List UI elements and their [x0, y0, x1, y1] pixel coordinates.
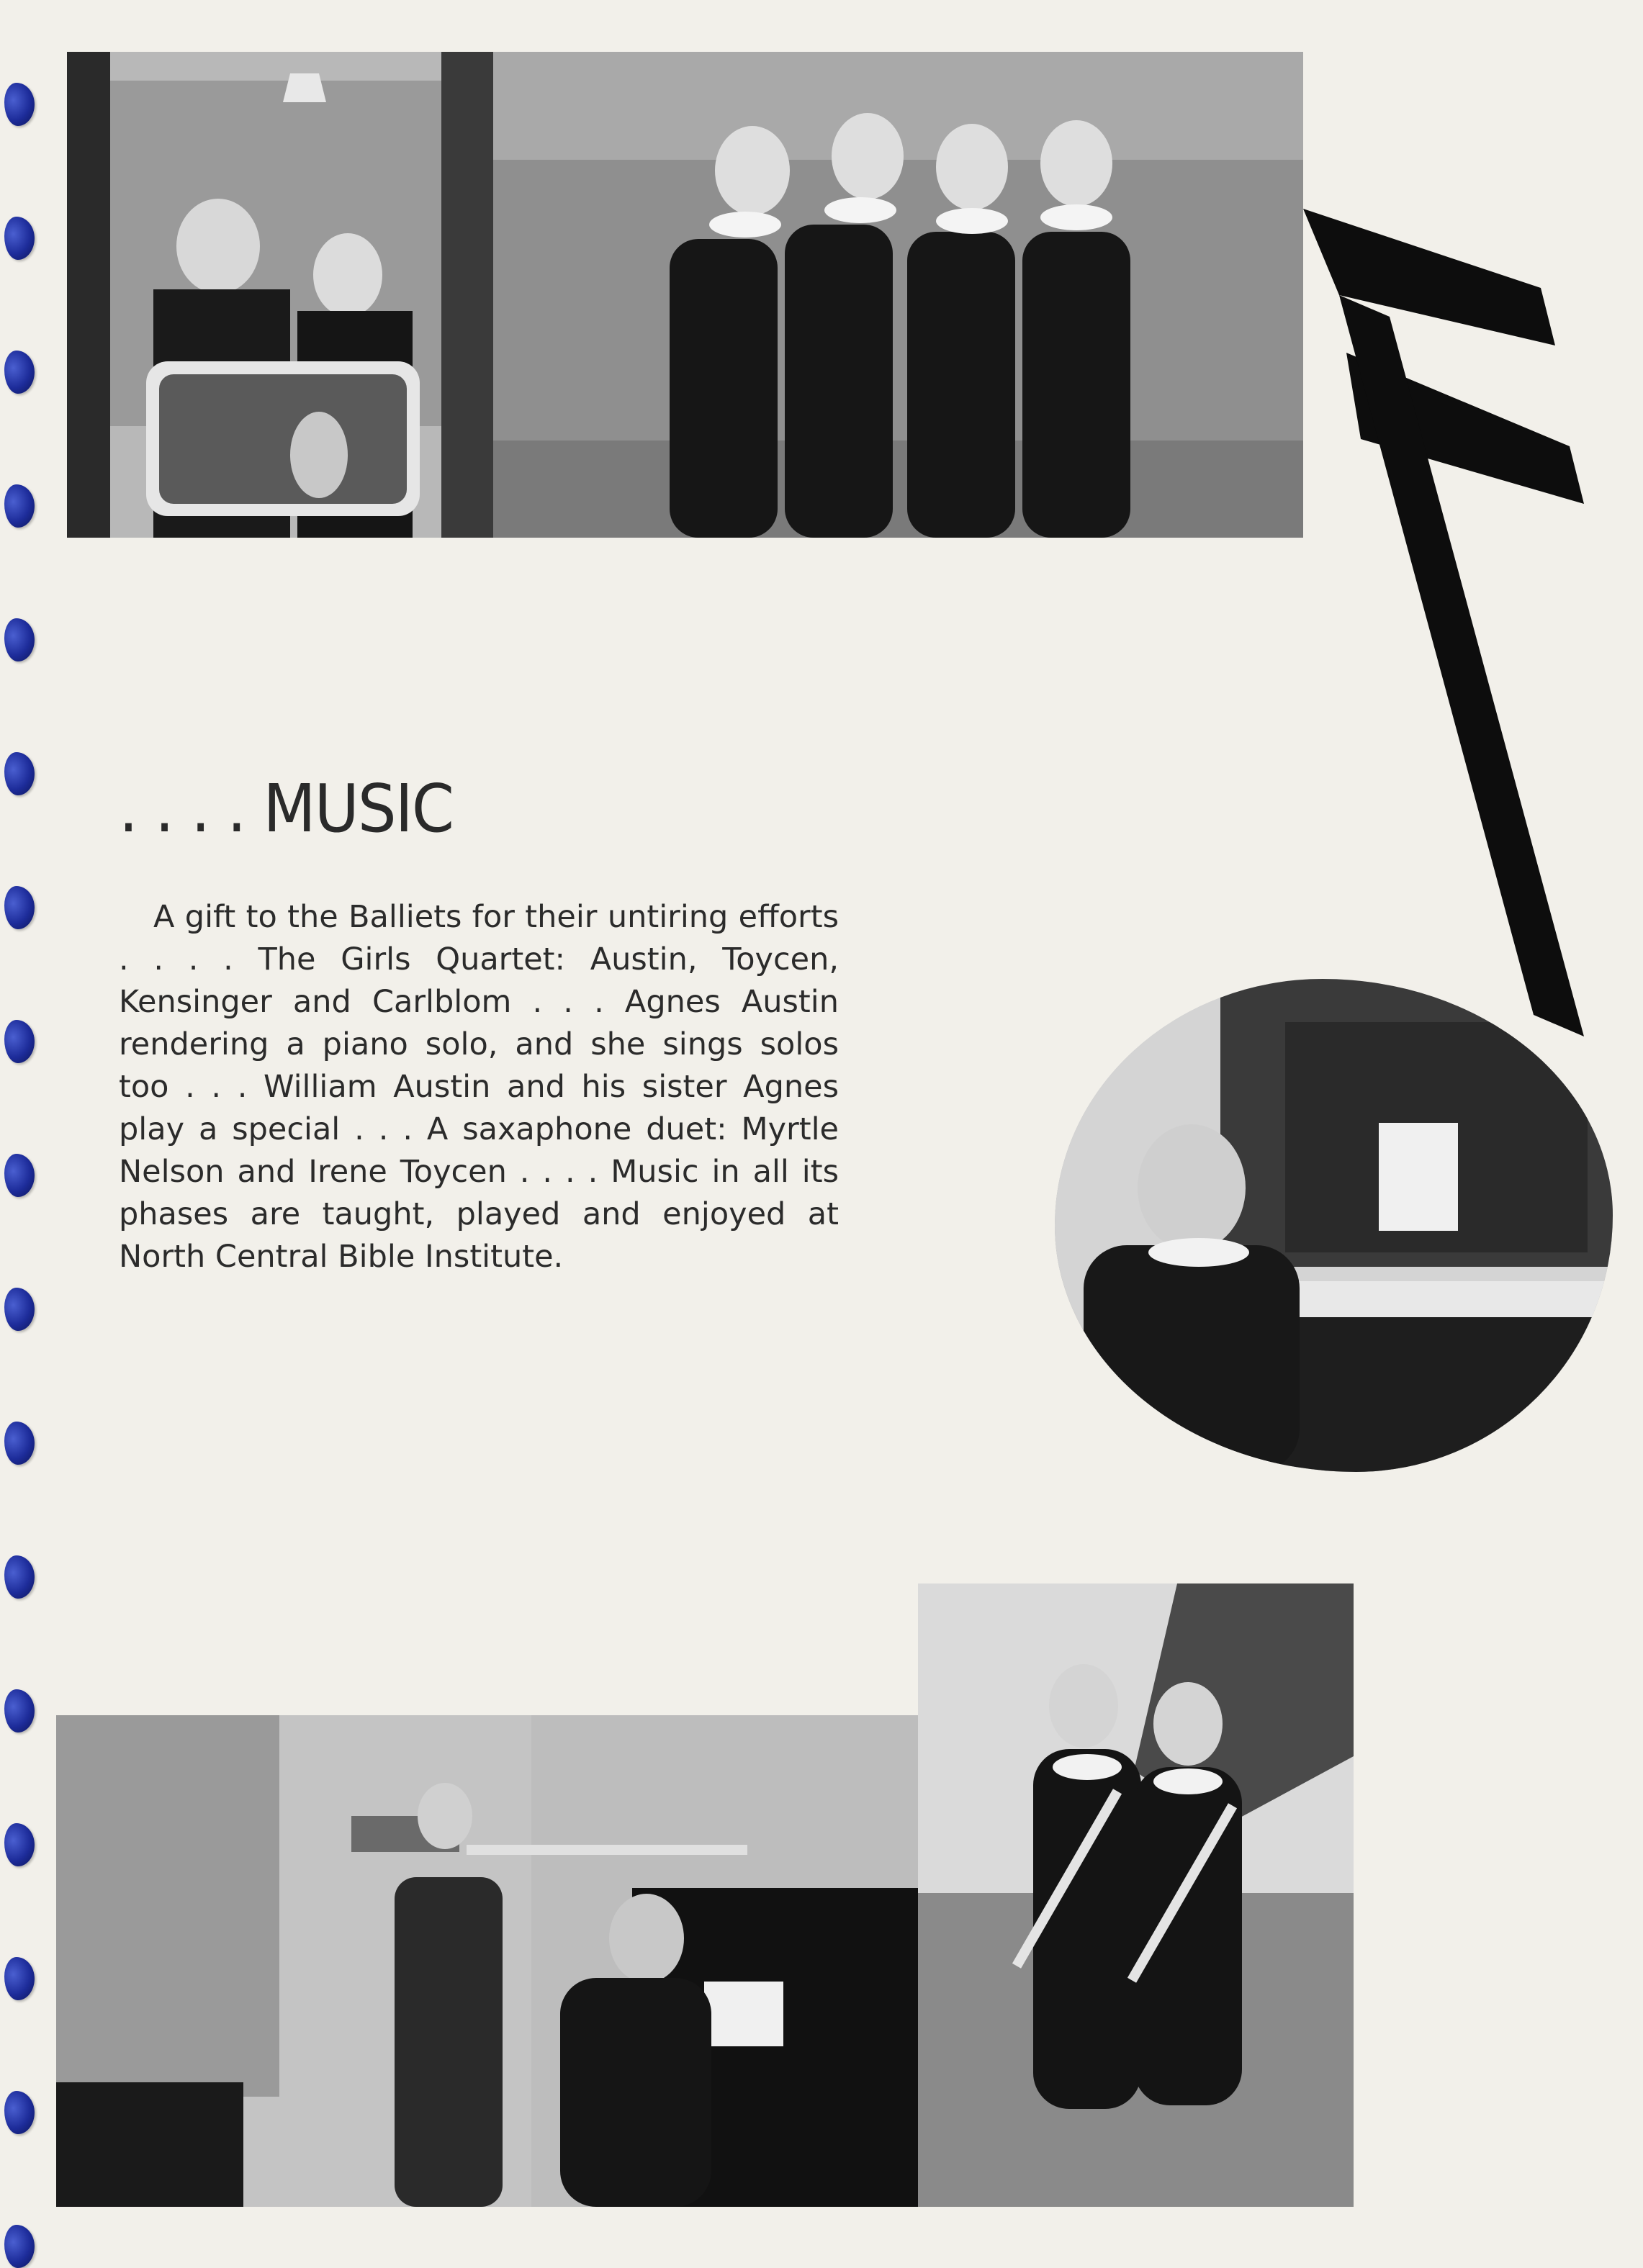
- spiral-binding-ring: [4, 886, 35, 929]
- spiral-binding-ring: [4, 1689, 35, 1732]
- spiral-binding-ring: [4, 618, 35, 661]
- section-heading: . . . . MUSIC: [119, 770, 454, 847]
- spiral-binding-ring: [4, 2091, 35, 2134]
- photo-girls-quartet: [493, 52, 1303, 538]
- spiral-binding-ring: [4, 351, 35, 394]
- spiral-binding-ring: [4, 217, 35, 260]
- photo-william-agnes-special: [56, 1715, 920, 2207]
- spiral-binding-ring: [4, 83, 35, 126]
- photo-piano-solo: [1055, 979, 1613, 1472]
- spiral-binding-ring: [4, 1957, 35, 2000]
- spiral-binding-ring: [4, 1555, 35, 1599]
- photo-balliets-gift: [67, 52, 493, 538]
- caption-paragraph: A gift to the Balliets for their untiring efforts . . . . The Girls Quartet: Austin, Toycen, Kensinger and Carlblom . . . Agnes Austin rendering a piano solo, and she sings solos too . . . William Austin and his sister Agnes play a special . . . A saxaphone duet: Myrtle Nelson and Irene Toycen . . . . Music in all its phases are taught, played and enjoyed at North Central Bible Institute.: [119, 899, 839, 1275]
- eighth-note-graphic: [1303, 209, 1606, 1072]
- spiral-binding-ring: [4, 1422, 35, 1465]
- photo-saxophone-duet: [918, 1583, 1354, 2207]
- spiral-binding-ring: [4, 752, 35, 795]
- spiral-binding-ring: [4, 1823, 35, 1866]
- spiral-binding-ring: [4, 1020, 35, 1063]
- spiral-binding-ring: [4, 2225, 35, 2268]
- spiral-binding-ring: [4, 1154, 35, 1197]
- spiral-binding-ring: [4, 484, 35, 528]
- spiral-binding-ring: [4, 1288, 35, 1331]
